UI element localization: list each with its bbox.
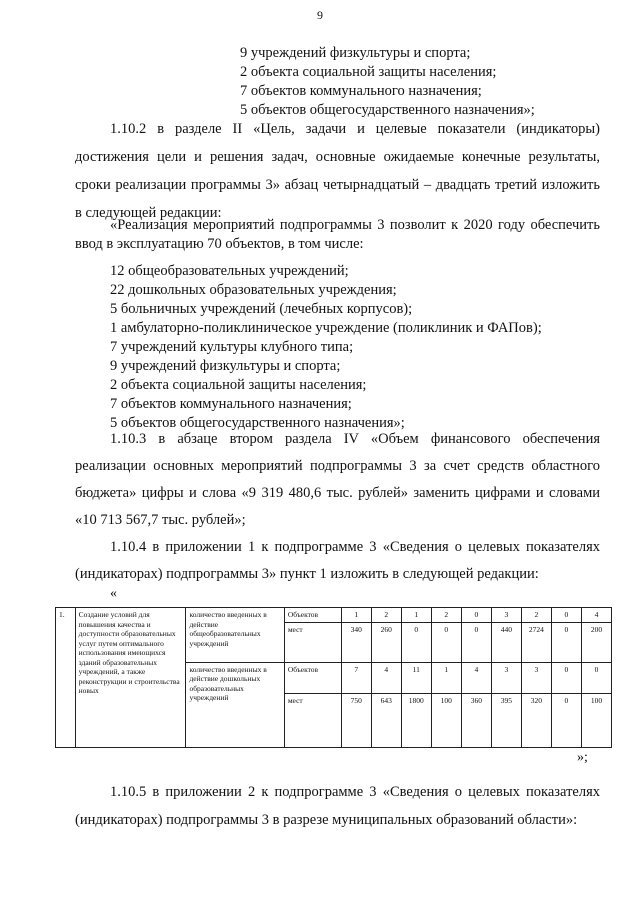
list-item: 1 амбулаторно-поликлиническое учреждение (поликлиник и ФАПов); bbox=[110, 320, 542, 336]
list-item: 22 дошкольных образовательных учреждения; bbox=[110, 282, 397, 298]
value-cell: 1800 bbox=[401, 694, 431, 748]
facility-list bbox=[110, 262, 542, 433]
indicators-table bbox=[55, 607, 612, 748]
value-cell: 11 bbox=[401, 662, 431, 694]
value-cell: 4 bbox=[371, 662, 401, 694]
value-cell: 100 bbox=[581, 694, 611, 748]
measure-description: Создание условий для повышения качества и доступности образовательных услуг путем оптимального использования имеющихся зданий образовательных учреждений, а также реконструкции и строительства новых bbox=[75, 608, 186, 748]
value-cell: 340 bbox=[341, 622, 371, 662]
value-cell: 395 bbox=[491, 694, 521, 748]
paragraph-1-10-4: 1.10.4 в приложении 1 к подпрограмме 3 «Сведения о целевых показателях (индикаторах) подпрограммы 3» пункт 1 изложить в следующей редакции: bbox=[75, 539, 600, 582]
value-cell: 4 bbox=[581, 608, 611, 623]
quote-intro: «Реализация мероприятий подпрограммы 3 позволит к 2020 году обеспечить ввод в эксплуатацию 70 объектов, в том числе: bbox=[75, 217, 600, 252]
closing-quote-mark: »; bbox=[577, 750, 588, 765]
indicator-name: количество введенных в действие дошкольных образовательных учреждений bbox=[186, 662, 284, 748]
value-cell: 440 bbox=[491, 622, 521, 662]
facility-list-continued bbox=[240, 44, 535, 120]
value-cell: 2 bbox=[431, 608, 461, 623]
list-item: 9 учреждений физкультуры и спорта; bbox=[110, 358, 341, 374]
value-cell: 750 bbox=[341, 694, 371, 748]
value-cell: 320 bbox=[521, 694, 551, 748]
value-cell: 1 bbox=[341, 608, 371, 623]
row-number: 1. bbox=[56, 608, 76, 748]
value-cell: 360 bbox=[461, 694, 491, 748]
list-item: 5 объектов общегосударственного назначения»; bbox=[240, 102, 535, 118]
value-cell: 0 bbox=[431, 622, 461, 662]
value-cell: 1 bbox=[401, 608, 431, 623]
value-cell: 2 bbox=[371, 608, 401, 623]
list-item: 2 объекта социальной защиты населения; bbox=[110, 377, 367, 393]
value-cell: 0 bbox=[551, 608, 581, 623]
paragraph-1-10-5: 1.10.5 в приложении 2 к подпрограмме 3 «Сведения о целевых показателях (индикаторах) подпрограммы 3 в разрезе муниципальных образований области»: bbox=[75, 784, 600, 828]
value-cell: 1 bbox=[431, 662, 461, 694]
list-item: 7 объектов коммунального назначения; bbox=[110, 396, 352, 412]
list-item: 7 объектов коммунального назначения; bbox=[240, 83, 482, 99]
value-cell: 0 bbox=[551, 622, 581, 662]
indicator-name: количество введенных в действие общеобразовательных учреждений bbox=[186, 608, 284, 663]
value-cell: 0 bbox=[551, 694, 581, 748]
paragraph-1-10-3: 1.10.3 в абзаце втором раздела IV «Объем финансового обеспечения реализации основных мероприятий подпрограммы 3 за счет средств областного бюджета» цифры и слова «9 319 480,6 тыс. рублей» заменить цифрами и словами «10 713 567,7 тыс. рублей»; bbox=[75, 431, 600, 528]
value-cell: 4 bbox=[461, 662, 491, 694]
list-item: 9 учреждений физкультуры и спорта; bbox=[240, 45, 471, 61]
list-item: 7 учреждений культуры клубного типа; bbox=[110, 339, 354, 355]
unit-cell: мест bbox=[284, 694, 341, 748]
table-row bbox=[56, 608, 612, 623]
list-item: 2 объекта социальной защиты населения; bbox=[240, 64, 497, 80]
unit-cell: мест bbox=[284, 622, 341, 662]
value-cell: 260 bbox=[371, 622, 401, 662]
value-cell: 3 bbox=[491, 662, 521, 694]
value-cell: 0 bbox=[461, 608, 491, 623]
value-cell: 100 bbox=[431, 694, 461, 748]
value-cell: 200 bbox=[581, 622, 611, 662]
value-cell: 3 bbox=[521, 662, 551, 694]
value-cell: 3 bbox=[491, 608, 521, 623]
value-cell: 643 bbox=[371, 694, 401, 748]
unit-cell: Объектов bbox=[284, 608, 341, 623]
value-cell: 0 bbox=[551, 662, 581, 694]
paragraph-1-10-2: 1.10.2 в разделе II «Цель, задачи и целевые показатели (индикаторы) достижения цели и решения задач, основные ожидаемые конечные результаты, сроки реализации программы 3» абзац четырнадцатый – двадцать третий изложить в следующей редакции: bbox=[75, 121, 600, 221]
page-number: 9 bbox=[317, 8, 323, 22]
value-cell: 2 bbox=[521, 608, 551, 623]
list-item: 5 больничных учреждений (лечебных корпусов); bbox=[110, 301, 413, 317]
unit-cell: Объектов bbox=[284, 662, 341, 694]
value-cell: 2724 bbox=[521, 622, 551, 662]
value-cell: 0 bbox=[401, 622, 431, 662]
opening-quote-mark: « bbox=[110, 586, 117, 601]
value-cell: 0 bbox=[461, 622, 491, 662]
list-item: 12 общеобразовательных учреждений; bbox=[110, 263, 349, 279]
value-cell: 0 bbox=[581, 662, 611, 694]
list-item: 5 объектов общегосударственного назначения»; bbox=[110, 415, 405, 431]
value-cell: 7 bbox=[341, 662, 371, 694]
